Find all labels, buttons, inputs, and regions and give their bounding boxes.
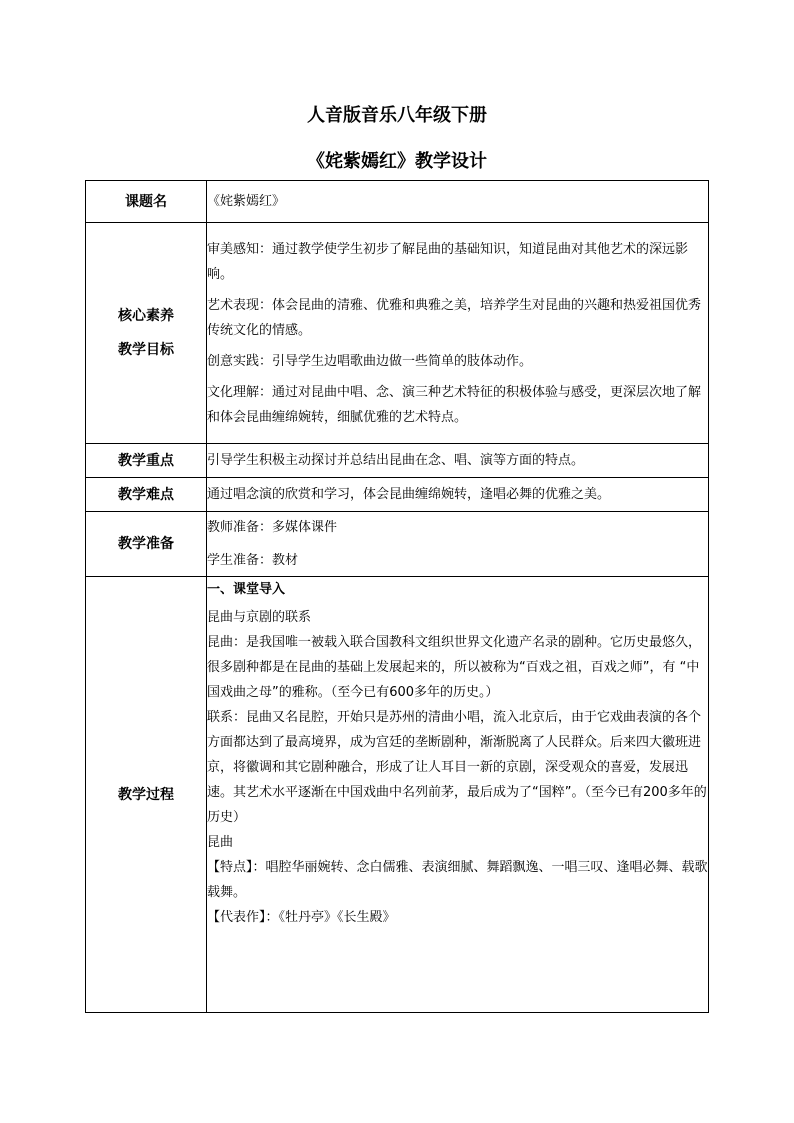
- content-paragraph: 学生准备：教材: [207, 553, 299, 568]
- document-subtitle: 《姹紫嫣红》教学设计: [307, 151, 487, 172]
- row-label: [86, 444, 207, 478]
- row-label-text: 教学重点: [118, 452, 174, 469]
- row-content: [207, 223, 709, 444]
- row-label: [86, 181, 207, 223]
- row-label: [86, 478, 207, 512]
- section-heading: 一、课堂导入: [207, 582, 286, 597]
- content-paragraph: 联系：昆曲又名昆腔，开始只是苏州的清曲小唱，流入北京后，由于它戏曲表演的各个方面都达到了最高境界，成为宫廷的垄断剧种，渐渐脱离了人民群众。后来四大徽班进京，将徽调和其它剧种融合，形成了让人耳目一新的京剧，深受观众的喜爱，发展迅速。其艺术水平逐渐在中国戏曲中名列前茅，最后成为了“国粹”。（至今已有200多年的历史）: [207, 710, 707, 825]
- table-row-difficulties: [86, 478, 709, 512]
- content-paragraph: 【特点】：唱腔华丽婉转、念白儒雅、表演细腻、舞蹈飘逸、一唱三叹、逢唱必舞、载歌载舞。: [207, 860, 708, 900]
- row-label-text: 课题名: [125, 193, 167, 210]
- content-paragraph: 创意实践：引导学生边唱歌曲边做一些简单的肢体动作。: [207, 353, 533, 369]
- table-row-topic: [86, 181, 709, 223]
- table-row-key-points: [86, 444, 709, 478]
- table-row-preparation: [86, 512, 709, 577]
- table-row-process: [86, 577, 709, 1013]
- content-paragraph: 文化理解：通过对昆曲中唱、念、演三种艺术特征的积极体验与感受，更深层次地了解和体会昆曲缠绵婉转，细腻优雅的艺术特点。: [207, 384, 702, 425]
- row-content: [207, 181, 709, 223]
- document-title: 人音版音乐八年级下册: [307, 105, 487, 126]
- row-content: [207, 577, 709, 1013]
- lesson-plan-table: [85, 180, 709, 1013]
- row-content: [207, 478, 709, 512]
- content-paragraph: 【代表作】：《牡丹亭》《长生殿》: [207, 910, 396, 925]
- row-content: [207, 512, 709, 577]
- content-paragraph: 《姹紫嫣红》: [207, 194, 286, 209]
- row-label: [86, 512, 207, 577]
- row-label-text: 教学难点: [118, 486, 174, 503]
- content-paragraph: 昆曲与京剧的联系: [207, 610, 312, 625]
- content-paragraph: 昆曲: [207, 835, 234, 850]
- row-label-text: 教学过程: [118, 786, 174, 803]
- row-label: [86, 577, 207, 1013]
- content-paragraph: 通过唱念演的欣赏和学习，体会昆曲缠绵婉转，逢唱必舞的优雅之美。: [207, 487, 611, 502]
- table-row-objectives: [86, 223, 709, 444]
- content-paragraph: 审美感知：通过教学使学生初步了解昆曲的基础知识，知道昆曲对其他艺术的深远影响。: [207, 241, 689, 282]
- row-content: [207, 444, 709, 478]
- content-paragraph: 引导学生积极主动探讨并总结出昆曲在念、唱、演等方面的特点。: [207, 453, 585, 468]
- content-paragraph: 教师准备：多媒体课件: [207, 520, 338, 535]
- row-label: [86, 223, 207, 444]
- row-label-text: 教学目标: [118, 342, 174, 358]
- content-paragraph: 昆曲：是我国唯一被载入联合国教科文组织世界文化遗产名录的剧种。它历史最悠久，很多剧种都是在昆曲的基础上发展起来的，所以被称为“百戏之祖，百戏之师”，有 “中国戏曲之母”的雅称。（至今已有600多年的历史。）: [207, 635, 702, 700]
- row-label-text: 核心素养: [118, 308, 174, 324]
- content-paragraph: 艺术表现：体会昆曲的清雅、优雅和典雅之美，培养学生对昆曲的兴趣和热爱祖国优秀传统文化的情感。: [207, 297, 702, 338]
- row-label-text: 教学准备: [118, 536, 174, 552]
